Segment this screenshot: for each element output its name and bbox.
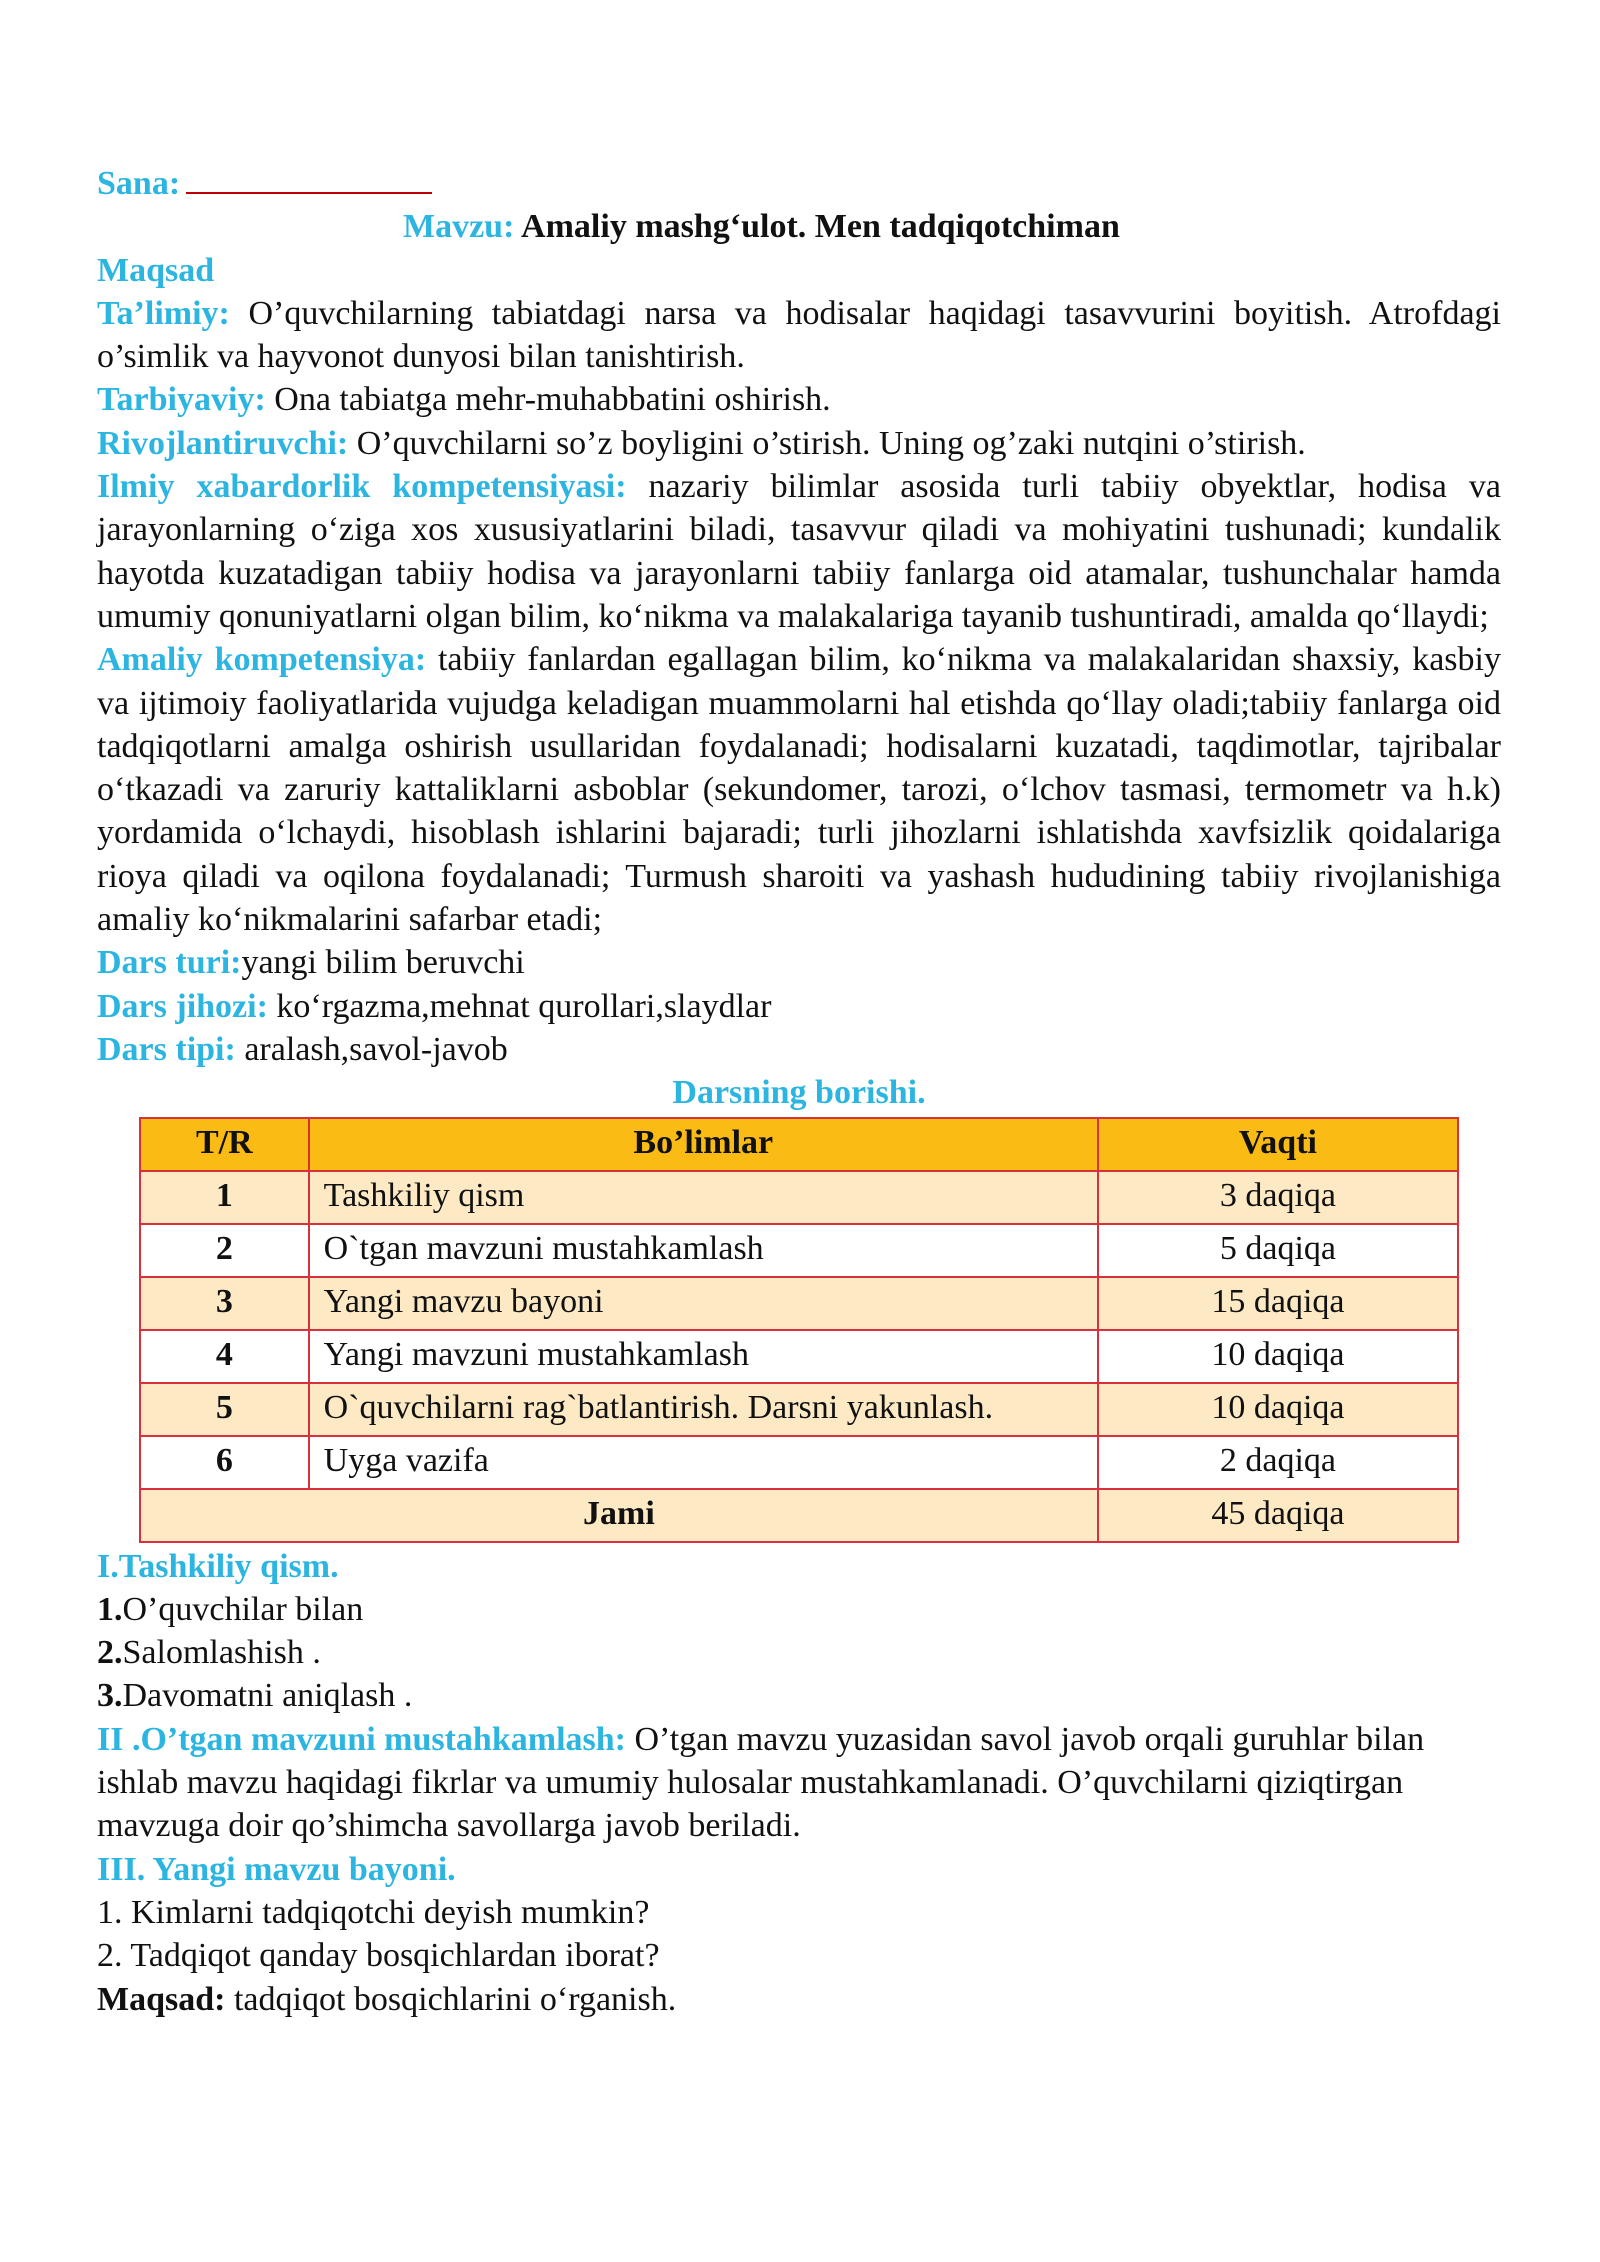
mavzu-label: Mavzu: (403, 208, 515, 246)
row-part: Yangi mavzu bayoni (309, 1277, 1098, 1330)
amaliy-paragraph (97, 638, 1501, 941)
table-row (140, 1330, 1458, 1383)
talimiy-paragraph (97, 292, 1501, 379)
section1-item-text: O’quvchilar bilan (122, 1590, 364, 1628)
row-time: 5 daqiqa (1098, 1224, 1458, 1277)
row-time: 15 daqiqa (1098, 1277, 1458, 1330)
row-part: Yangi mavzuni mustahkamlash (309, 1330, 1098, 1383)
sana-label: Sana: (97, 165, 181, 202)
rivojlantiruvchi-paragraph (97, 422, 1501, 465)
section2-text: O’tgan mavzu yuzasidan savol javob orqali guruhlar bilan ishlab mavzu haqidagi fikrlar va umumiy hulosalar mustahkamlanadi. O’quvchilarni qiziqtirgan mavzuga doir qo’shimcha savollarga javob beriladi. (97, 1720, 1425, 1845)
header-num: T/R (140, 1118, 309, 1171)
borishi-title: Darsning borishi. (672, 1074, 926, 1112)
section1-item-num: 1. (97, 1590, 123, 1628)
dars-turi-line (97, 941, 1501, 984)
section1-item-text: Davomatni aniqlash . (122, 1677, 413, 1715)
dars-turi-label: Dars turi: (97, 944, 242, 982)
tarbiyaviy-paragraph (97, 378, 1501, 421)
section1-item (97, 1674, 1501, 1717)
row-time: 3 daqiqa (1098, 1171, 1458, 1224)
talimiy-text: O’quvchilarning tabiatdagi narsa va hodisalar haqidagi tasavvurini boyitish. Atrofdagi o’simlik va hayvonot dunyosi bilan tanishtirish. (97, 294, 1501, 376)
tarbiyaviy-label: Tarbiyaviy: (97, 381, 266, 419)
section3-maqsad-text: tadqiqot bosqichlarini o‘rganish. (225, 1980, 677, 2018)
row-num: 2 (140, 1224, 309, 1277)
table-header-row (140, 1118, 1458, 1171)
row-part: O`quvchilarni rag`batlantirish. Darsni yakunlash. (309, 1383, 1098, 1436)
row-time: 2 daqiqa (1098, 1436, 1458, 1489)
ilmiy-paragraph (97, 465, 1501, 638)
row-num: 1 (140, 1171, 309, 1224)
section3-question: 2. Tadqiqot qanday bosqichlardan iborat? (97, 1937, 660, 1975)
row-part: Tashkiliy qism (309, 1171, 1098, 1224)
section2-label: II .O’tgan mavzuni mustahkamlash: (97, 1720, 626, 1758)
table-row (140, 1436, 1458, 1489)
lesson-plan-page (97, 162, 1501, 2021)
row-part: Uyga vazifa (309, 1436, 1098, 1489)
section3-question: 1. Kimlarni tadqiqotchi deyish mumkin? (97, 1893, 650, 1931)
total-label: Jami (140, 1489, 1098, 1542)
dars-tipi-text: aralash,savol-javob (235, 1030, 508, 1068)
row-num: 4 (140, 1330, 309, 1383)
sana-blank (186, 162, 432, 194)
mavzu-line (97, 205, 1501, 248)
dars-turi-text: yangi bilim beruvchi (241, 944, 525, 982)
total-time: 45 daqiqa (1098, 1489, 1458, 1542)
section1-item (97, 1588, 1501, 1631)
table-row (140, 1171, 1458, 1224)
dars-jihozi-text: ko‘rgazma,mehnat qurollari,slaydlar (267, 987, 772, 1025)
header-part: Bo’limlar (309, 1118, 1098, 1171)
section1-item-text: Salomlashish . (122, 1634, 321, 1672)
mavzu-title: Amaliy mashg‘ulot. Men tadqiqotchiman (514, 208, 1120, 246)
table-total-row (140, 1489, 1458, 1542)
section3-maqsad-line (97, 1978, 1501, 2021)
header-time: Vaqti (1098, 1118, 1458, 1171)
amaliy-text: tabiiy fanlardan egallagan bilim, ko‘nikma va malakalaridan shaxsiy, kasbiy va ijtimoiy faoliyatlarida vujudga keladigan muammolarni hal etishda qo‘llay oladi;tabiiy fanlarga oid tadqiqotlarni amalga oshirish usullaridan foydalanadi; hodisalarni kuzatadi, taqdimotlar, tajribalar o‘tkazadi va zaruriy kattaliklarni asboblar (sekundomer, tarozi, o‘lchov tasmasi, termometr va h.k) yordamida o‘lchaydi, hisoblash ishlarini bajaradi; turli jihozlarni ishlatishda xavfsizlik qoidalariga rioya qiladi va oqilona foydalanadi; Turmush sharoiti va yashash hududining tabiiy rivojlanishiga amaliy ko‘nikmalarini safarbar etadi; (97, 641, 1501, 939)
ilmiy-label: Ilmiy xabardorlik kompetensiyasi: (97, 468, 627, 506)
section1-item-num: 3. (97, 1677, 123, 1715)
row-time: 10 daqiqa (1098, 1330, 1458, 1383)
table-row (140, 1383, 1458, 1436)
rivojlantiruvchi-label: Rivojlantiruvchi: (97, 424, 349, 462)
tarbiyaviy-text: Ona tabiatga mehr-muhabbatini oshirish. (265, 381, 831, 419)
lesson-schedule-table (139, 1117, 1459, 1543)
dars-jihozi-line (97, 985, 1501, 1028)
table-row (140, 1277, 1458, 1330)
section1-item (97, 1631, 1501, 1674)
row-time: 10 daqiqa (1098, 1383, 1458, 1436)
dars-jihozi-label: Dars jihozi: (97, 987, 268, 1025)
dars-tipi-label: Dars tipi: (97, 1030, 236, 1068)
sana-line (97, 162, 1501, 205)
ilmiy-text: nazariy bilimlar asosida turli tabiiy obyektlar, hodisa va jarayonlarning o‘ziga xos xususiyatlarini biladi, tasavvur qiladi va mohiyatini tushunadi; kundalik hayotda kuzatadigan tabiiy hodisa va jarayonlarni tabiiy fanlarga oid atamalar, tushunchalar hamda umumiy qonuniyatlarni olgan bilim, ko‘nikma va malakalariga tayanib tushuntiradi, amalda qo‘llaydi; (97, 468, 1501, 635)
section3-title: III. Yangi mavzu bayoni. (97, 1850, 456, 1888)
dars-tipi-line (97, 1028, 1501, 1071)
talimiy-label: Ta’limiy: (97, 294, 230, 332)
row-num: 3 (140, 1277, 309, 1330)
maqsad-heading: Maqsad (97, 251, 215, 289)
table-row (140, 1224, 1458, 1277)
row-num: 5 (140, 1383, 309, 1436)
amaliy-label: Amaliy kompetensiya: (97, 641, 427, 679)
section1-item-num: 2. (97, 1634, 123, 1672)
rivojlantiruvchi-text: O’quvchilarni so’z boyligini o’stirish. Uning og’zaki nutqini o’stirish. (348, 424, 1306, 462)
row-num: 6 (140, 1436, 309, 1489)
section3-maqsad-label: Maqsad: (97, 1980, 226, 2018)
section1-title: I.Tashkiliy qism. (97, 1547, 339, 1585)
row-part: O`tgan mavzuni mustahkamlash (309, 1224, 1098, 1277)
section2-paragraph (97, 1718, 1501, 1848)
